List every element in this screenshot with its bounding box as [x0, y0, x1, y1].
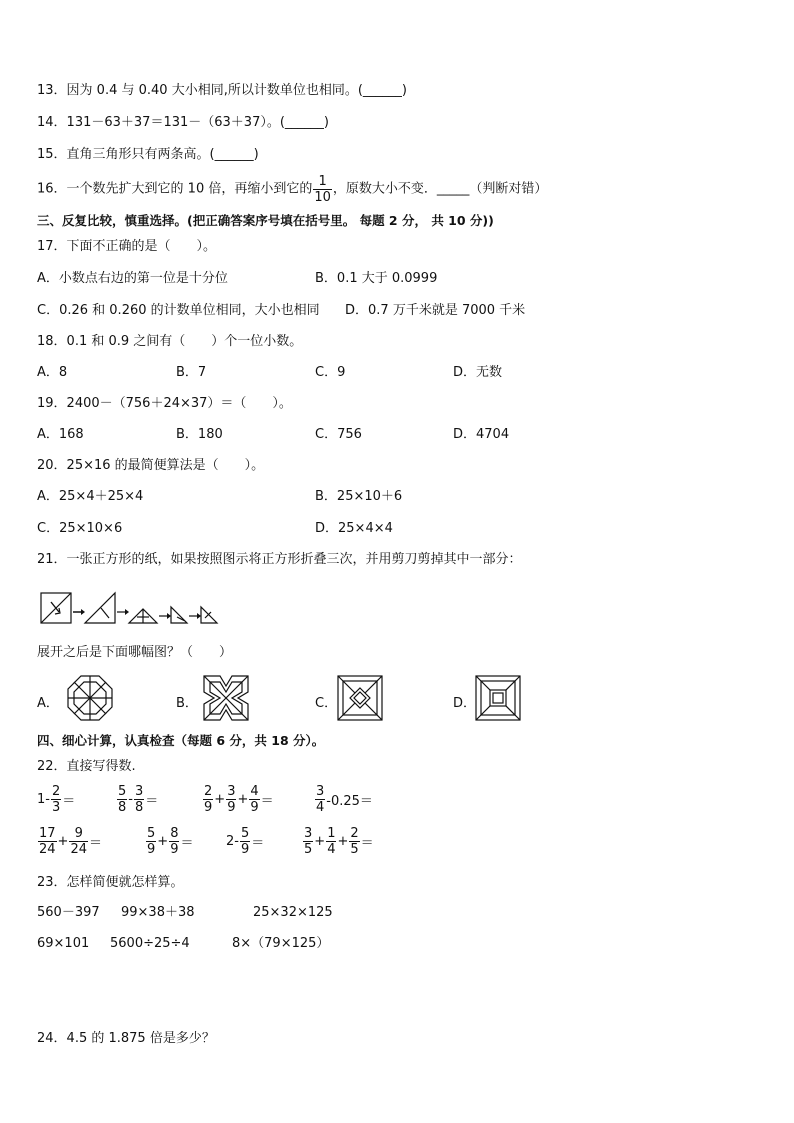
question-18-stem: 18．0.1 和 0.9 之间有（ ）个一位小数。 — [37, 334, 303, 349]
q21-option-d-label: D． — [453, 696, 477, 711]
folding-sequence-figure — [37, 588, 222, 628]
q16-fraction: $\frac{1}{10}$ — [314, 174, 331, 205]
q22-expression-6: $\frac{5}{9}$ + $\frac{8}{9}$ ＝ — [147, 826, 194, 857]
q16-text-after: ，原数大小不变．_____（判断对错） — [332, 181, 548, 197]
question-20-stem: 20．25×16 的最简便算法是（ ）。 — [37, 458, 265, 473]
question-17-stem: 17．下面不正确的是（ ）。 — [37, 239, 217, 254]
q18-option-a: A．8 — [37, 365, 68, 380]
q19-option-d: D．4704 — [453, 427, 510, 442]
q19-option-a: A．168 — [37, 427, 84, 442]
q22-expression-4: $\frac{3}{4}$ -0.25＝ — [316, 784, 373, 815]
q16-text-before: 16．一个数先扩大到它的 10 倍，再缩小到它的 — [37, 181, 313, 197]
q17-option-a: A．小数点右边的第一位是十分位 — [37, 271, 228, 286]
question-21-stem: 21．一张正方形的纸，如果按照图示将正方形折叠三次，并用剪刀剪掉其中一部分： — [37, 552, 522, 567]
question-14: 14．131－63＋37＝131－（63＋37）。(______) — [37, 115, 329, 130]
q21-option-a-label: A． — [37, 696, 59, 711]
q21-option-d-square-figure — [474, 674, 522, 722]
q22-expression-7: 2- $\frac{5}{9}$ ＝ — [226, 826, 265, 857]
q23-expression-5: 5600÷25÷4 — [110, 936, 190, 951]
q22-expression-2: $\frac{5}{8}$ - $\frac{3}{8}$ ＝ — [118, 784, 159, 815]
q23-expression-3: 25×32×125 — [253, 905, 333, 920]
q17-option-c: C．0.26 和 0.260 的计数单位相同，大小也相同 — [37, 303, 320, 318]
q21-option-a-octagon-figure — [66, 674, 114, 722]
q23-expression-6: 8×（79×125） — [232, 936, 330, 951]
q23-expression-1: 560－397 — [37, 905, 100, 920]
section-3-heading: 三、反复比较，慎重选择。(把正确答案序号填在括号里。 每题 2 分， 共 10 分)) — [37, 213, 494, 228]
question-23-stem: 23．怎样简便就怎样算。 — [37, 875, 184, 890]
q22-expression-1: 1- $\frac{2}{3}$ ＝ — [37, 784, 76, 815]
question-24: 24．4.5 的 1.875 倍是多少？ — [37, 1031, 215, 1046]
q22-expression-8: $\frac{3}{5}$ + $\frac{1}{4}$ + $\frac{2}{5}$ ＝ — [304, 826, 374, 857]
q22-expression-5: $\frac{17}{24}$ + $\frac{9}{24}$ ＝ — [39, 826, 103, 857]
q22-expression-3: $\frac{2}{9}$ + $\frac{3}{9}$ + $\frac{4}{9}$ ＝ — [204, 784, 274, 815]
q21-option-c-diamond-figure — [336, 674, 384, 722]
question-21-prompt: 展开之后是下面哪幅图？（ ） — [37, 645, 233, 660]
section-4-heading: 四、细心计算，认真检查（每题 6 分，共 18 分）。 — [37, 733, 325, 748]
question-13: 13．因为 0.4 与 0.40 大小相同,所以计数单位也相同。(______) — [37, 83, 407, 98]
q20-option-d: D．25×4×4 — [315, 521, 393, 536]
question-16 — [37, 174, 547, 205]
q20-option-a: A．25×4＋25×4 — [37, 489, 144, 504]
q20-option-c: C．25×10×6 — [37, 521, 123, 536]
question-19-stem: 19．2400－（756＋24×37）＝（ ）。 — [37, 396, 292, 411]
q23-expression-2: 99×38＋38 — [121, 905, 195, 920]
question-22-stem: 22．直接写得数. — [37, 759, 136, 774]
q20-option-b: B．25×10＋6 — [315, 489, 403, 504]
q23-expression-4: 69×101 — [37, 936, 90, 951]
q19-option-b: B．180 — [176, 427, 223, 442]
q21-option-c-label: C． — [315, 696, 338, 711]
q17-option-b: B．0.1 大于 0.0999 — [315, 271, 438, 286]
q21-option-b-label: B． — [176, 696, 198, 711]
q18-option-b: B．7 — [176, 365, 207, 380]
q19-option-c: C．756 — [315, 427, 362, 442]
q17-option-d: D．0.7 万千米就是 7000 千米 — [345, 303, 526, 318]
q21-option-b-cross-figure — [202, 674, 250, 722]
question-15: 15．直角三角形只有两条高。(______) — [37, 147, 259, 162]
q18-option-c: C．9 — [315, 365, 346, 380]
q18-option-d: D．无数 — [453, 365, 503, 380]
